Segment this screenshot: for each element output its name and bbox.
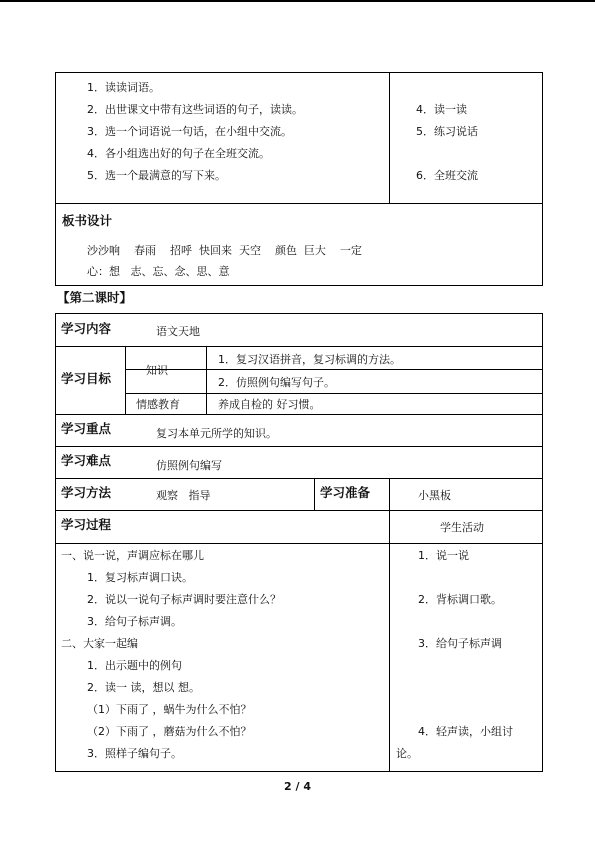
activity-4: 4．读一读 [416, 103, 467, 116]
row-rule [55, 543, 543, 544]
student-activity: 论。 [396, 747, 418, 760]
col-rule [314, 478, 315, 510]
process-line: 一、说一说，声调应标在哪儿 [61, 549, 204, 562]
step-5: 5．选一个最满意的写下来。 [87, 169, 226, 182]
col-rule [389, 510, 390, 772]
emotion-value: 养成自检的 好习惯。 [218, 398, 321, 411]
content-value: 语文天地 [156, 325, 200, 338]
activity-6: 6．全班交流 [416, 169, 478, 182]
board-heart-line: 心：想 志、忘、念、思、意 [87, 265, 230, 278]
second-lesson-title: 【第二课时】 [57, 290, 133, 305]
method-label: 学习方法 [61, 485, 112, 500]
row-rule [125, 369, 543, 370]
process-line: （2）下雨了 ，蘑菇为什么不怕？ [87, 725, 252, 738]
col-rule [206, 346, 207, 414]
content-label: 学习内容 [61, 321, 112, 336]
process-line: 二、大家一起编 [61, 637, 138, 650]
knowledge-item-2: 2．仿照例句编写句子。 [218, 376, 335, 389]
row-rule [55, 414, 543, 415]
page-number: 2 / 4 [284, 780, 311, 793]
process-line: 2．读一 读，想以 想。 [87, 681, 200, 694]
step-2: 2．出世课文中带有这些词语的句子，读读。 [87, 103, 303, 116]
row-rule [55, 510, 543, 511]
board-words-line: 沙沙响 春雨 招呼 快回来 天空 颜色 巨大 一定 [87, 244, 362, 257]
process-line: 2．说以一说句子标声调时要注意什么？ [87, 593, 281, 606]
row-rule [55, 446, 543, 447]
board-design-label: 板书设计 [62, 213, 113, 228]
student-activity: 1．说一说 [418, 549, 469, 562]
col-rule [389, 478, 390, 510]
row-rule [125, 393, 543, 394]
step-3: 3．选一个词语说一句话，在小组中交流。 [87, 125, 292, 138]
step-4: 4．各小组选出好的句子在全班交流。 [87, 147, 270, 160]
student-activity-label: 学生活动 [440, 521, 484, 534]
process-line: （1）下雨了 ，蜗牛为什么不怕？ [87, 703, 252, 716]
prep-value: 小黑板 [418, 489, 451, 502]
goal-label: 学习目标 [61, 371, 112, 386]
process-line: 1．出示题中的例句 [87, 659, 182, 672]
process-line: 1．复习标声调口诀。 [87, 571, 193, 584]
step-1: 1．读读词语。 [87, 81, 160, 94]
knowledge-label: 知识 [146, 364, 168, 377]
activity-5: 5．练习说话 [416, 125, 478, 138]
student-activity: 2．背标调口歌。 [418, 593, 502, 606]
process-label: 学习过程 [61, 517, 112, 532]
first-table-divider [389, 72, 390, 204]
key-value: 复习本单元所学的知识。 [156, 427, 277, 440]
prep-label: 学习准备 [320, 485, 371, 500]
top-rule [0, 0, 595, 2]
emotion-label: 情感教育 [136, 398, 180, 411]
method-value: 观察 指导 [156, 489, 211, 502]
process-line: 3．照样子编句子。 [87, 747, 182, 760]
difficulty-label: 学习难点 [61, 453, 112, 468]
student-activity: 3．给句子标声调 [418, 637, 502, 650]
difficulty-value: 仿照例句编写 [156, 459, 222, 472]
knowledge-item-1: 1．复习汉语拼音，复习标调的方法。 [218, 353, 401, 366]
row-rule [55, 346, 543, 347]
col-rule [125, 346, 126, 414]
row-rule [55, 478, 543, 479]
process-line: 3．给句子标声调。 [87, 615, 182, 628]
student-activity: 4．轻声读，小组讨 [418, 725, 513, 738]
key-label: 学习重点 [61, 421, 112, 436]
